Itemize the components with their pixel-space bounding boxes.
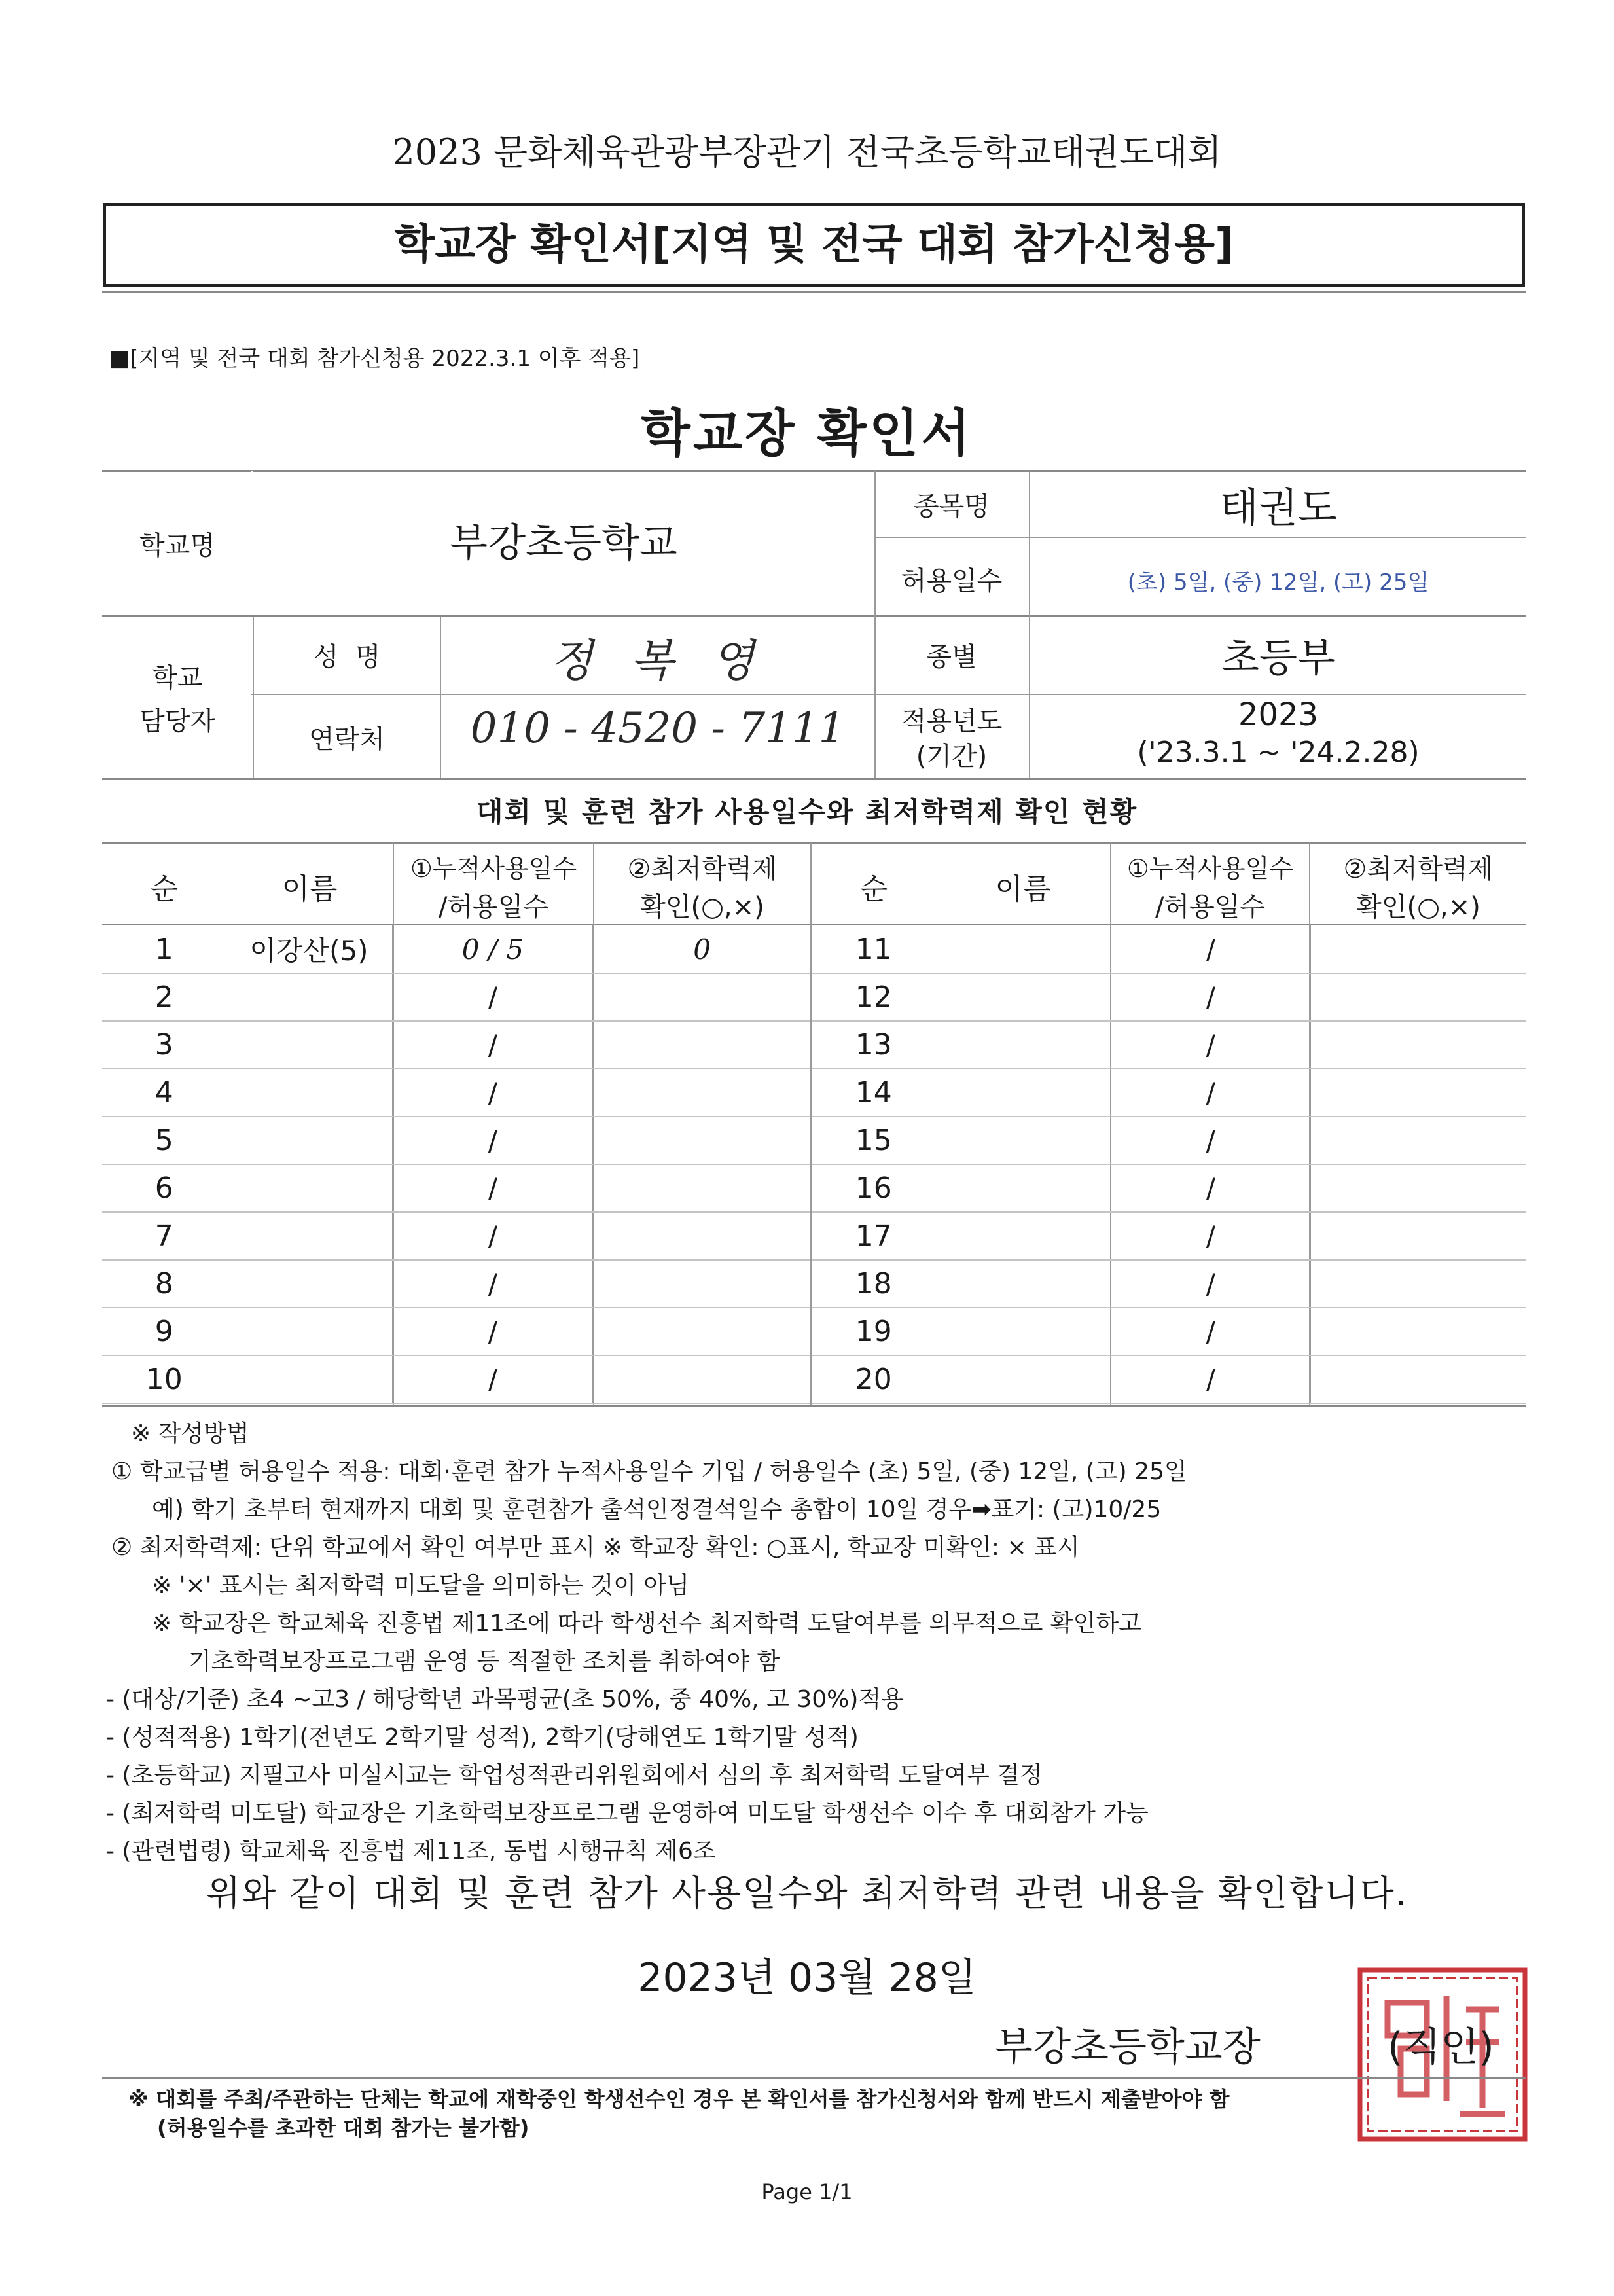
table-row (812, 1117, 1526, 1164)
table-row (102, 1021, 810, 1069)
cell-name (226, 1021, 392, 1069)
cell-no: 2 (102, 973, 226, 1021)
cell-days: / (393, 1355, 594, 1403)
cell-no: 17 (812, 1212, 935, 1260)
table-row (102, 1308, 810, 1355)
detail-grades: - (성적적용) 1학기(전년도 2학기말 성적), 2학기(당해연도 1학기말 성적) (106, 1724, 859, 1751)
cell-no: 9 (102, 1308, 226, 1355)
school-name-value: 부강초등학교 (450, 520, 677, 566)
cell-no: 13 (812, 1021, 935, 1069)
note-principal-duty: ※ 학교장은 학교체육 진흥법 제11조에 따라 학생선수 최저학력 도달여부를 의무적으로 확인하고 (152, 1610, 1141, 1637)
cell-check (593, 1117, 810, 1164)
allowed-days-value: (초) 5일, (중) 12일, (고) 25일 (1127, 569, 1429, 596)
cell-days: 0 / 5 (393, 925, 594, 973)
cell-days: / (1111, 1308, 1310, 1355)
cell-days: / (393, 1069, 594, 1117)
notes-heading: ※ 작성방법 (131, 1420, 249, 1447)
col-header-check-left-1: ②최저학력제 (627, 854, 778, 884)
cell-days: / (393, 1164, 594, 1212)
manager-name-value: 정 복 영 (549, 636, 766, 687)
note-min-academic: ② 최저학력제: 단위 학교에서 확인 여부만 표시 ※ 학교장 확인: ○표시, 학교장 미확인: × 표시 (111, 1534, 1080, 1561)
table-row (812, 1021, 1526, 1069)
cell-days: / (1111, 1212, 1310, 1260)
cell-check (1310, 1355, 1526, 1403)
applicability-note: ■[지역 및 전국 대회 참가신청용 2022.3.1 이후 적용] (109, 346, 640, 372)
col-header-name-right: 이름 (995, 872, 1051, 906)
table-row (812, 1212, 1526, 1260)
cell-check (593, 973, 810, 1021)
cell-no: 10 (102, 1355, 226, 1403)
cell-check (593, 1164, 810, 1212)
cell-days: / (393, 1021, 594, 1069)
period-value: ('23.3.1 ~ '24.2.28) (1137, 736, 1420, 769)
note-example: 예) 학기 초부터 현재까지 대회 및 훈련참가 출석인정결석일수 총합이 10일 경우➡표기: (고)10/25 (152, 1496, 1162, 1523)
cell-name (935, 973, 1111, 1021)
cell-days: / (1111, 1164, 1310, 1212)
footer-note-submission: ※ 대회를 주최/주관하는 단체는 학교에 재학중인 학생선수인 경우 본 확인서를 참가신청서와 함께 반드시 제출받아야 함 (128, 2087, 1230, 2111)
year-label-2: (기간) (916, 742, 988, 772)
col-header-no-left: 순 (150, 872, 179, 906)
cell-no: 18 (812, 1260, 935, 1308)
cell-check (1310, 1117, 1526, 1164)
cell-no: 5 (102, 1117, 226, 1164)
status-table-right (812, 925, 1526, 1404)
allowed-days-label: 허용일수 (901, 566, 1003, 596)
boxed-title: 학교장 확인서[지역 및 전국 대회 참가신청용] (103, 203, 1525, 287)
cell-name (935, 1117, 1111, 1164)
cell-no: 19 (812, 1308, 935, 1355)
writing-instructions (106, 1415, 1538, 1871)
table-row (102, 1164, 810, 1212)
cell-days: / (1111, 1355, 1310, 1403)
cell-check (1310, 973, 1526, 1021)
page-number: Page 1/1 (761, 2179, 853, 2204)
seal-label: (직인) (1388, 2024, 1494, 2070)
cell-check (593, 1308, 810, 1355)
col-header-days-right-2: /허용일수 (1155, 892, 1266, 922)
table-row (812, 1355, 1526, 1403)
cell-name (935, 1164, 1111, 1212)
division-label: 종별 (926, 642, 977, 672)
cell-check (1310, 1260, 1526, 1308)
cell-check (593, 1069, 810, 1117)
cell-no: 16 (812, 1164, 935, 1212)
cell-name (935, 1021, 1111, 1069)
cell-check (1310, 1308, 1526, 1355)
status-title: 대회 및 훈련 참가 사용일수와 최저학력제 확인 현황 (476, 796, 1138, 828)
table-row (102, 1260, 810, 1308)
year-label-1: 적용년도 (901, 706, 1003, 736)
cell-no: 4 (102, 1069, 226, 1117)
table-row (102, 973, 810, 1021)
cell-check (1310, 1069, 1526, 1117)
table-row (102, 1355, 810, 1403)
cell-name (226, 973, 392, 1021)
cell-days: / (1111, 973, 1310, 1021)
col-header-days-left-2: /허용일수 (438, 892, 549, 922)
cell-no: 12 (812, 973, 935, 1021)
confirmation-statement: 위와 같이 대회 및 훈련 참가 사용일수와 최저학력 관련 내용을 확인합니다. (206, 1873, 1408, 1914)
note-allowed-days: ① 학교급별 허용일수 적용: 대회·훈련 참가 누적사용일수 기입 / 허용일수 (초) 5일, (중) 12일, (고) 25일 (111, 1458, 1187, 1485)
table-row (812, 1260, 1526, 1308)
cell-days: / (393, 973, 594, 1021)
cell-check: 0 (593, 925, 810, 973)
cell-days: / (393, 1212, 594, 1260)
signer-title: 부강초등학교장 (995, 2024, 1261, 2070)
contact-value: 010 - 4520 - 7111 (470, 704, 846, 753)
cell-no: 1 (102, 925, 226, 973)
year-value: 2023 (1238, 696, 1319, 733)
cell-no: 7 (102, 1212, 226, 1260)
cell-check (1310, 1212, 1526, 1260)
form-title: 학교장 확인서 (641, 404, 973, 463)
table-row (102, 1117, 810, 1164)
cell-no: 3 (102, 1021, 226, 1069)
event-title: 2023 문화체육관광부장관기 전국초등학교태권도대회 (392, 132, 1222, 173)
table-row (812, 973, 1526, 1021)
issue-date: 2023년 03월 28일 (637, 1955, 977, 2001)
cell-check (1310, 1164, 1526, 1212)
table-row (102, 1069, 810, 1117)
cell-days: / (1111, 1069, 1310, 1117)
cell-name (226, 1164, 392, 1212)
detail-target: - (대상/기준) 초4 ~고3 / 해당학년 과목평균(초 50%, 중 40%, 고 30%)적용 (106, 1686, 904, 1713)
cell-no: 8 (102, 1260, 226, 1308)
event-name-value: 태권도 (1219, 484, 1337, 531)
col-header-check-left-2: 확인(○,×) (640, 892, 764, 922)
col-header-name-left: 이름 (281, 872, 338, 906)
cell-days: / (1111, 925, 1310, 973)
manager-label-1: 학교 (152, 663, 203, 693)
cell-name (935, 1260, 1111, 1308)
cell-name (935, 1212, 1111, 1260)
col-header-days-right-1: ①누적사용일수 (1126, 854, 1294, 883)
cell-days: / (1111, 1117, 1310, 1164)
cell-name (226, 1069, 392, 1117)
manager-name-label: 성 명 (313, 642, 381, 672)
cell-days: / (1111, 1021, 1310, 1069)
cell-name (226, 1117, 392, 1164)
cell-no: 15 (812, 1117, 935, 1164)
detail-related-law: - (관련법령) 학교체육 진흥법 제11조, 동법 시행규칙 제6조 (106, 1838, 716, 1865)
footer-note-excess: (허용일수를 초과한 대회 참가는 불가함) (157, 2115, 529, 2140)
cell-check (593, 1212, 810, 1260)
detail-not-reached: - (최저학력 미도달) 학교장은 기초학력보장프로그램 운영하여 미도달 학생선수 이수 후 대회참가 가능 (106, 1800, 1149, 1827)
cell-days: / (393, 1260, 594, 1308)
division-value: 초등부 (1221, 636, 1335, 681)
contact-label: 연락처 (309, 725, 385, 755)
cell-check (593, 1021, 810, 1069)
cell-no: 6 (102, 1164, 226, 1212)
table-row (102, 925, 810, 973)
cell-name (226, 1308, 392, 1355)
cell-name (935, 1355, 1111, 1403)
cell-days: / (1111, 1260, 1310, 1308)
cell-name (226, 1260, 392, 1308)
col-header-check-right-2: 확인(○,×) (1356, 892, 1480, 922)
cell-check (593, 1260, 810, 1308)
table-row (812, 1308, 1526, 1355)
col-header-days-left-1: ①누적사용일수 (410, 854, 577, 883)
cell-name (935, 1308, 1111, 1355)
cell-days: / (393, 1117, 594, 1164)
status-table-left (102, 925, 810, 1404)
cell-name: 이강산(5) (226, 925, 392, 973)
col-header-check-right-1: ②최저학력제 (1343, 854, 1494, 884)
note-x-meaning: ※ '×' 표시는 최저학력 미도달을 의미하는 것이 아님 (152, 1572, 689, 1599)
cell-check (593, 1355, 810, 1403)
cell-name (935, 925, 1111, 973)
table-row (812, 1164, 1526, 1212)
cell-name (226, 1212, 392, 1260)
cell-check (1310, 1021, 1526, 1069)
table-row (812, 925, 1526, 973)
event-name-label: 종목명 (914, 492, 990, 522)
cell-name (935, 1069, 1111, 1117)
detail-elementary: - (초등학교) 지필고사 미실시교는 학업성적관리위원회에서 심의 후 최저학력 도달여부 결정 (106, 1762, 1043, 1789)
cell-check (1310, 925, 1526, 973)
cell-name (226, 1355, 392, 1403)
table-row (812, 1069, 1526, 1117)
cell-no: 11 (812, 925, 935, 973)
cell-no: 20 (812, 1355, 935, 1403)
note-principal-duty-cont: 기초학력보장프로그램 운영 등 적절한 조치를 취하여야 함 (188, 1648, 780, 1675)
col-header-no-right: 순 (859, 872, 888, 906)
cell-no: 14 (812, 1069, 935, 1117)
school-name-label: 학교명 (139, 531, 215, 561)
table-row (102, 1212, 810, 1260)
manager-label-2: 담당자 (139, 706, 215, 736)
cell-days: / (393, 1308, 594, 1355)
